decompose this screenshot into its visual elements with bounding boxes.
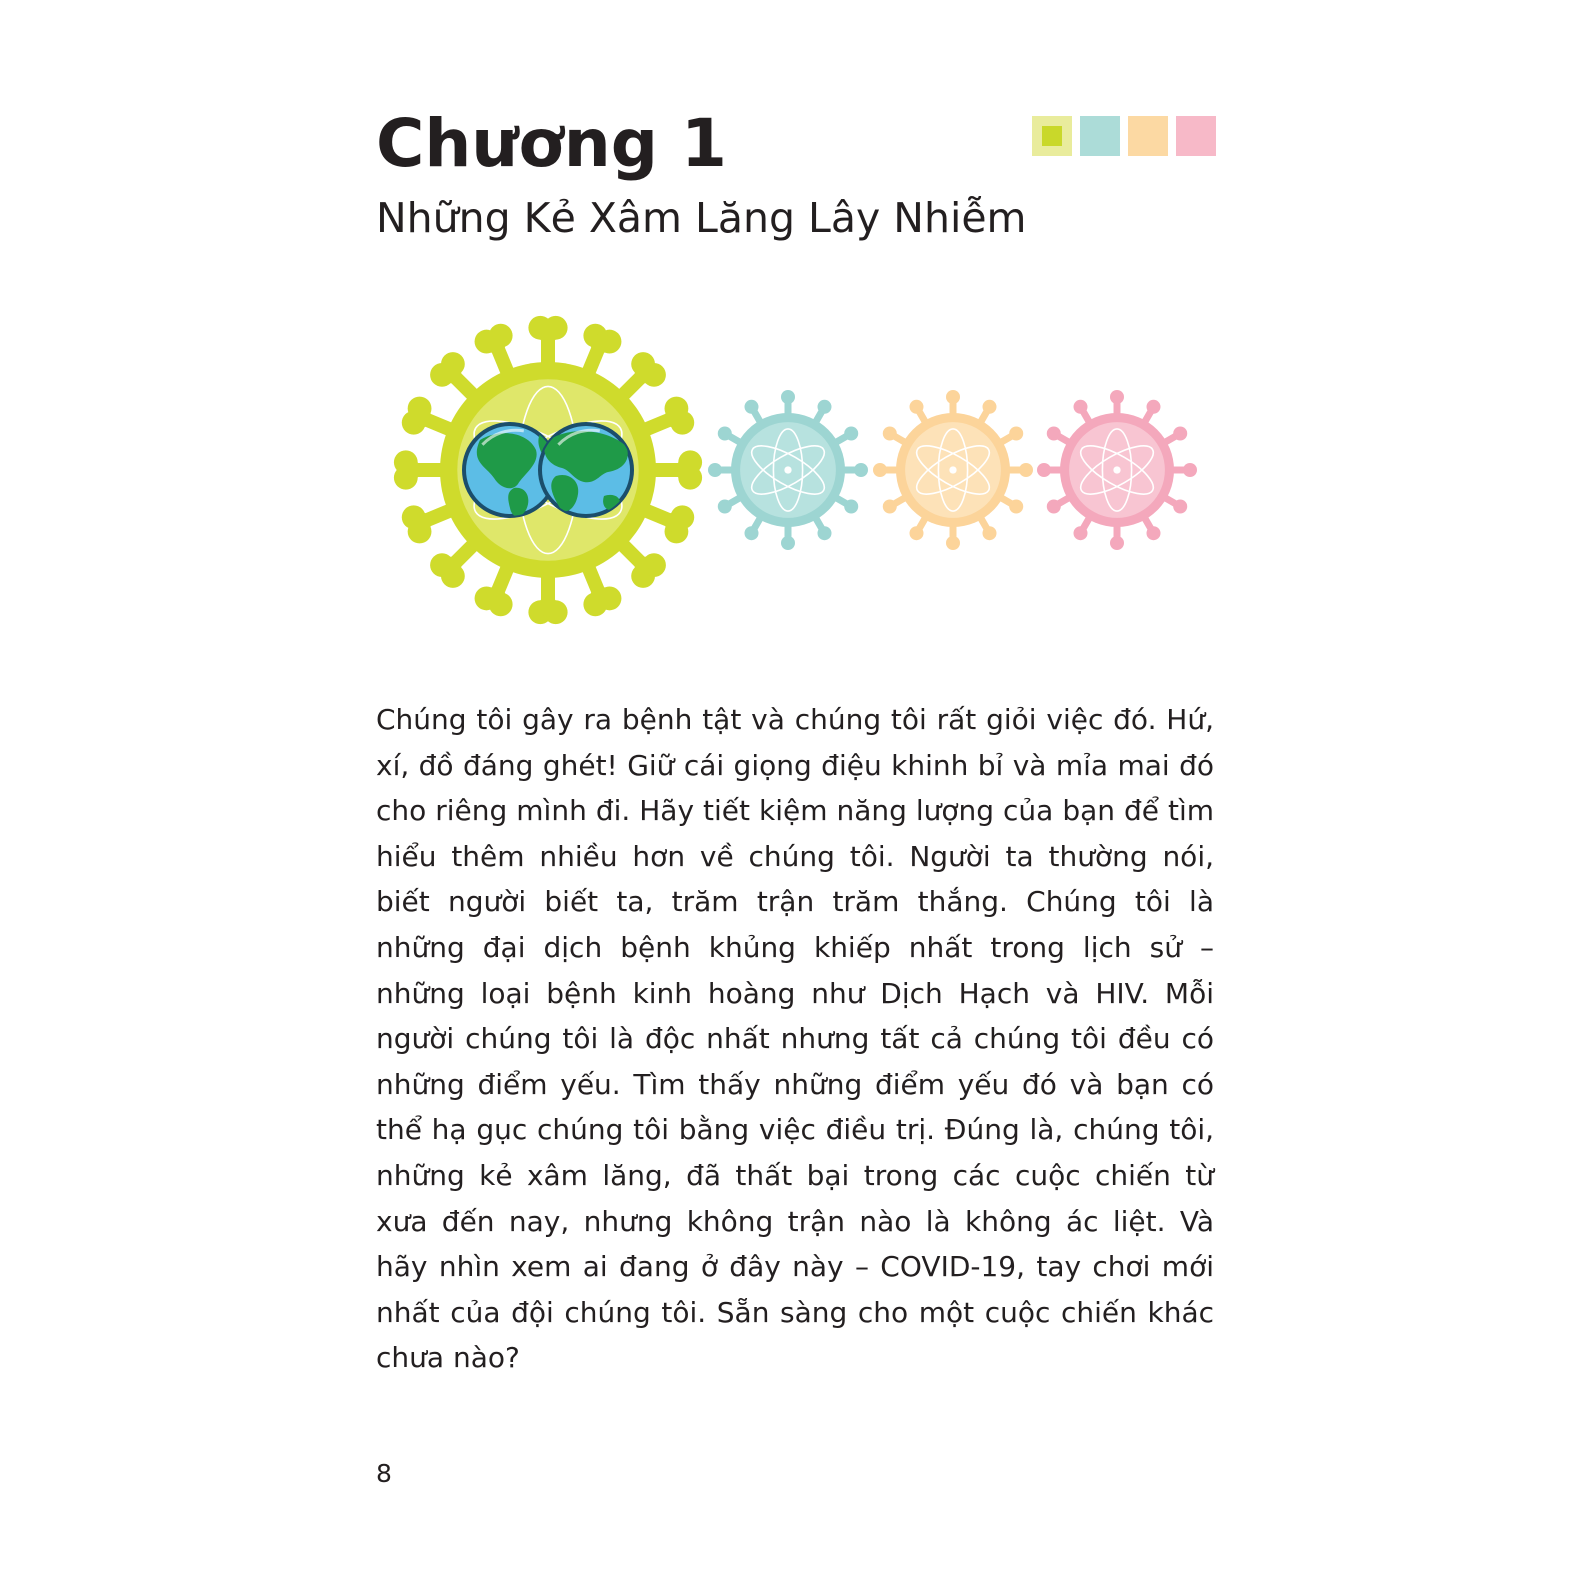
virus-spike-tip: [983, 526, 997, 540]
virus-spike-tip: [635, 364, 655, 384]
virus-spike-tip: [1183, 463, 1197, 477]
virus-spike-tip: [946, 390, 960, 404]
virus-spike-tip: [1037, 463, 1051, 477]
virus-spike-tip: [590, 586, 610, 606]
virus-spike-tip: [1047, 500, 1061, 514]
virus-spike-tip: [1173, 427, 1187, 441]
page-number: 8: [376, 1459, 392, 1488]
chapter-subtitle: Những Kẻ Xâm Lăng Lây Nhiễm: [376, 194, 1027, 242]
pink-virus: [1037, 390, 1197, 550]
virus-spike-tip: [402, 460, 422, 480]
virus-spike-tip: [781, 390, 795, 404]
swatch-teal: [1080, 116, 1120, 156]
virus-spike-tip: [708, 463, 722, 477]
atom-nucleus: [784, 466, 791, 473]
virus-spike-tip: [854, 463, 868, 477]
chapter-title: Chương 1: [376, 105, 727, 182]
swatch-lime: [1032, 116, 1072, 156]
virus-spike-tip: [983, 400, 997, 414]
teal-virus: [708, 390, 868, 550]
virus-spike-tip: [844, 427, 858, 441]
globe-virus: [394, 316, 702, 624]
virus-spike-tip: [718, 427, 732, 441]
swatch-peach: [1128, 116, 1168, 156]
virus-spike-tip: [1019, 463, 1033, 477]
swatch-lime-inner: [1042, 126, 1062, 146]
virus-spike-tip: [781, 536, 795, 550]
globe-right: [540, 424, 632, 516]
virus-spike-tip: [442, 557, 462, 577]
virus-spike-tip: [664, 512, 684, 532]
virus-spike-tip: [1110, 536, 1124, 550]
virus-spike-tip: [1009, 427, 1023, 441]
virus-spike-tip: [873, 463, 887, 477]
virus-spike-tip: [1173, 500, 1187, 514]
peach-virus: [873, 390, 1033, 550]
virus-spike-tip: [675, 460, 695, 480]
virus-spike-tip: [910, 526, 924, 540]
color-swatches: [1032, 116, 1216, 156]
virus-spike-tip: [818, 400, 832, 414]
swatch-pink: [1176, 116, 1216, 156]
virus-spike-tip: [635, 557, 655, 577]
virus-spike-tip: [1110, 390, 1124, 404]
virus-illustration: [390, 308, 1210, 634]
virus-spike-tip: [590, 334, 610, 354]
virus-spike-tip: [946, 536, 960, 550]
virus-spike-tip: [412, 512, 432, 532]
virus-spike-tip: [1074, 526, 1088, 540]
virus-spike-tip: [486, 586, 506, 606]
virus-spike-tip: [1074, 400, 1088, 414]
virus-spike-tip: [844, 500, 858, 514]
virus-spike-tip: [1147, 400, 1161, 414]
virus-spike-tip: [910, 400, 924, 414]
virus-spike-tip: [442, 364, 462, 384]
virus-spike-tip: [486, 334, 506, 354]
body-paragraph: Chúng tôi gây ra bệnh tật và chúng tôi rất giỏi việc đó. Hứ, xí, đồ đáng ghét! Giữ cái giọng điệu khinh bỉ và mỉa mai đó cho riêng mình đi. Hãy tiết kiệm năng lượng của bạn để tìm hiểu thêm nhiều hơn về chúng tôi. Người ta thường nói, biết người biết ta, trăm trận trăm thắng. Chúng tôi là những đại dịch bệnh khủng khiếp nhất trong lịch sử – những loại bệnh kinh hoàng như Dịch Hạch và HIV. Mỗi người chúng tôi là độc nhất nhưng tất cả chúng tôi đều có những điểm yếu. Tìm thấy những điểm yếu đó và bạn có thể hạ gục chúng tôi bằng việc điều trị. Đúng là, chúng tôi, những kẻ xâm lăng, đã thất bại trong các cuộc chiến từ xưa đến nay, nhưng không trận nào là không ác liệt. Và hãy nhìn xem ai đang ở đây này – COVID-19, tay chơi mới nhất của đội chúng tôi. Sẵn sàng cho một cuộc chiến khác chưa nào?: [376, 703, 1214, 1375]
virus-spike-tip: [1047, 427, 1061, 441]
virus-spike-tip: [1147, 526, 1161, 540]
virus-spike-tip: [1009, 500, 1023, 514]
virus-spike-tip: [664, 408, 684, 428]
atom-nucleus: [1113, 466, 1120, 473]
virus-spike-tip: [412, 408, 432, 428]
virus-spike-tip: [818, 526, 832, 540]
virus-spike-tip: [538, 597, 558, 617]
virus-spike-tip: [883, 500, 897, 514]
atom-nucleus: [949, 466, 956, 473]
virus-spike-tip: [745, 400, 759, 414]
virus-spike-tip: [745, 526, 759, 540]
virus-spike-tip: [538, 324, 558, 344]
virus-spike-tip: [883, 427, 897, 441]
virus-spike-tip: [718, 500, 732, 514]
